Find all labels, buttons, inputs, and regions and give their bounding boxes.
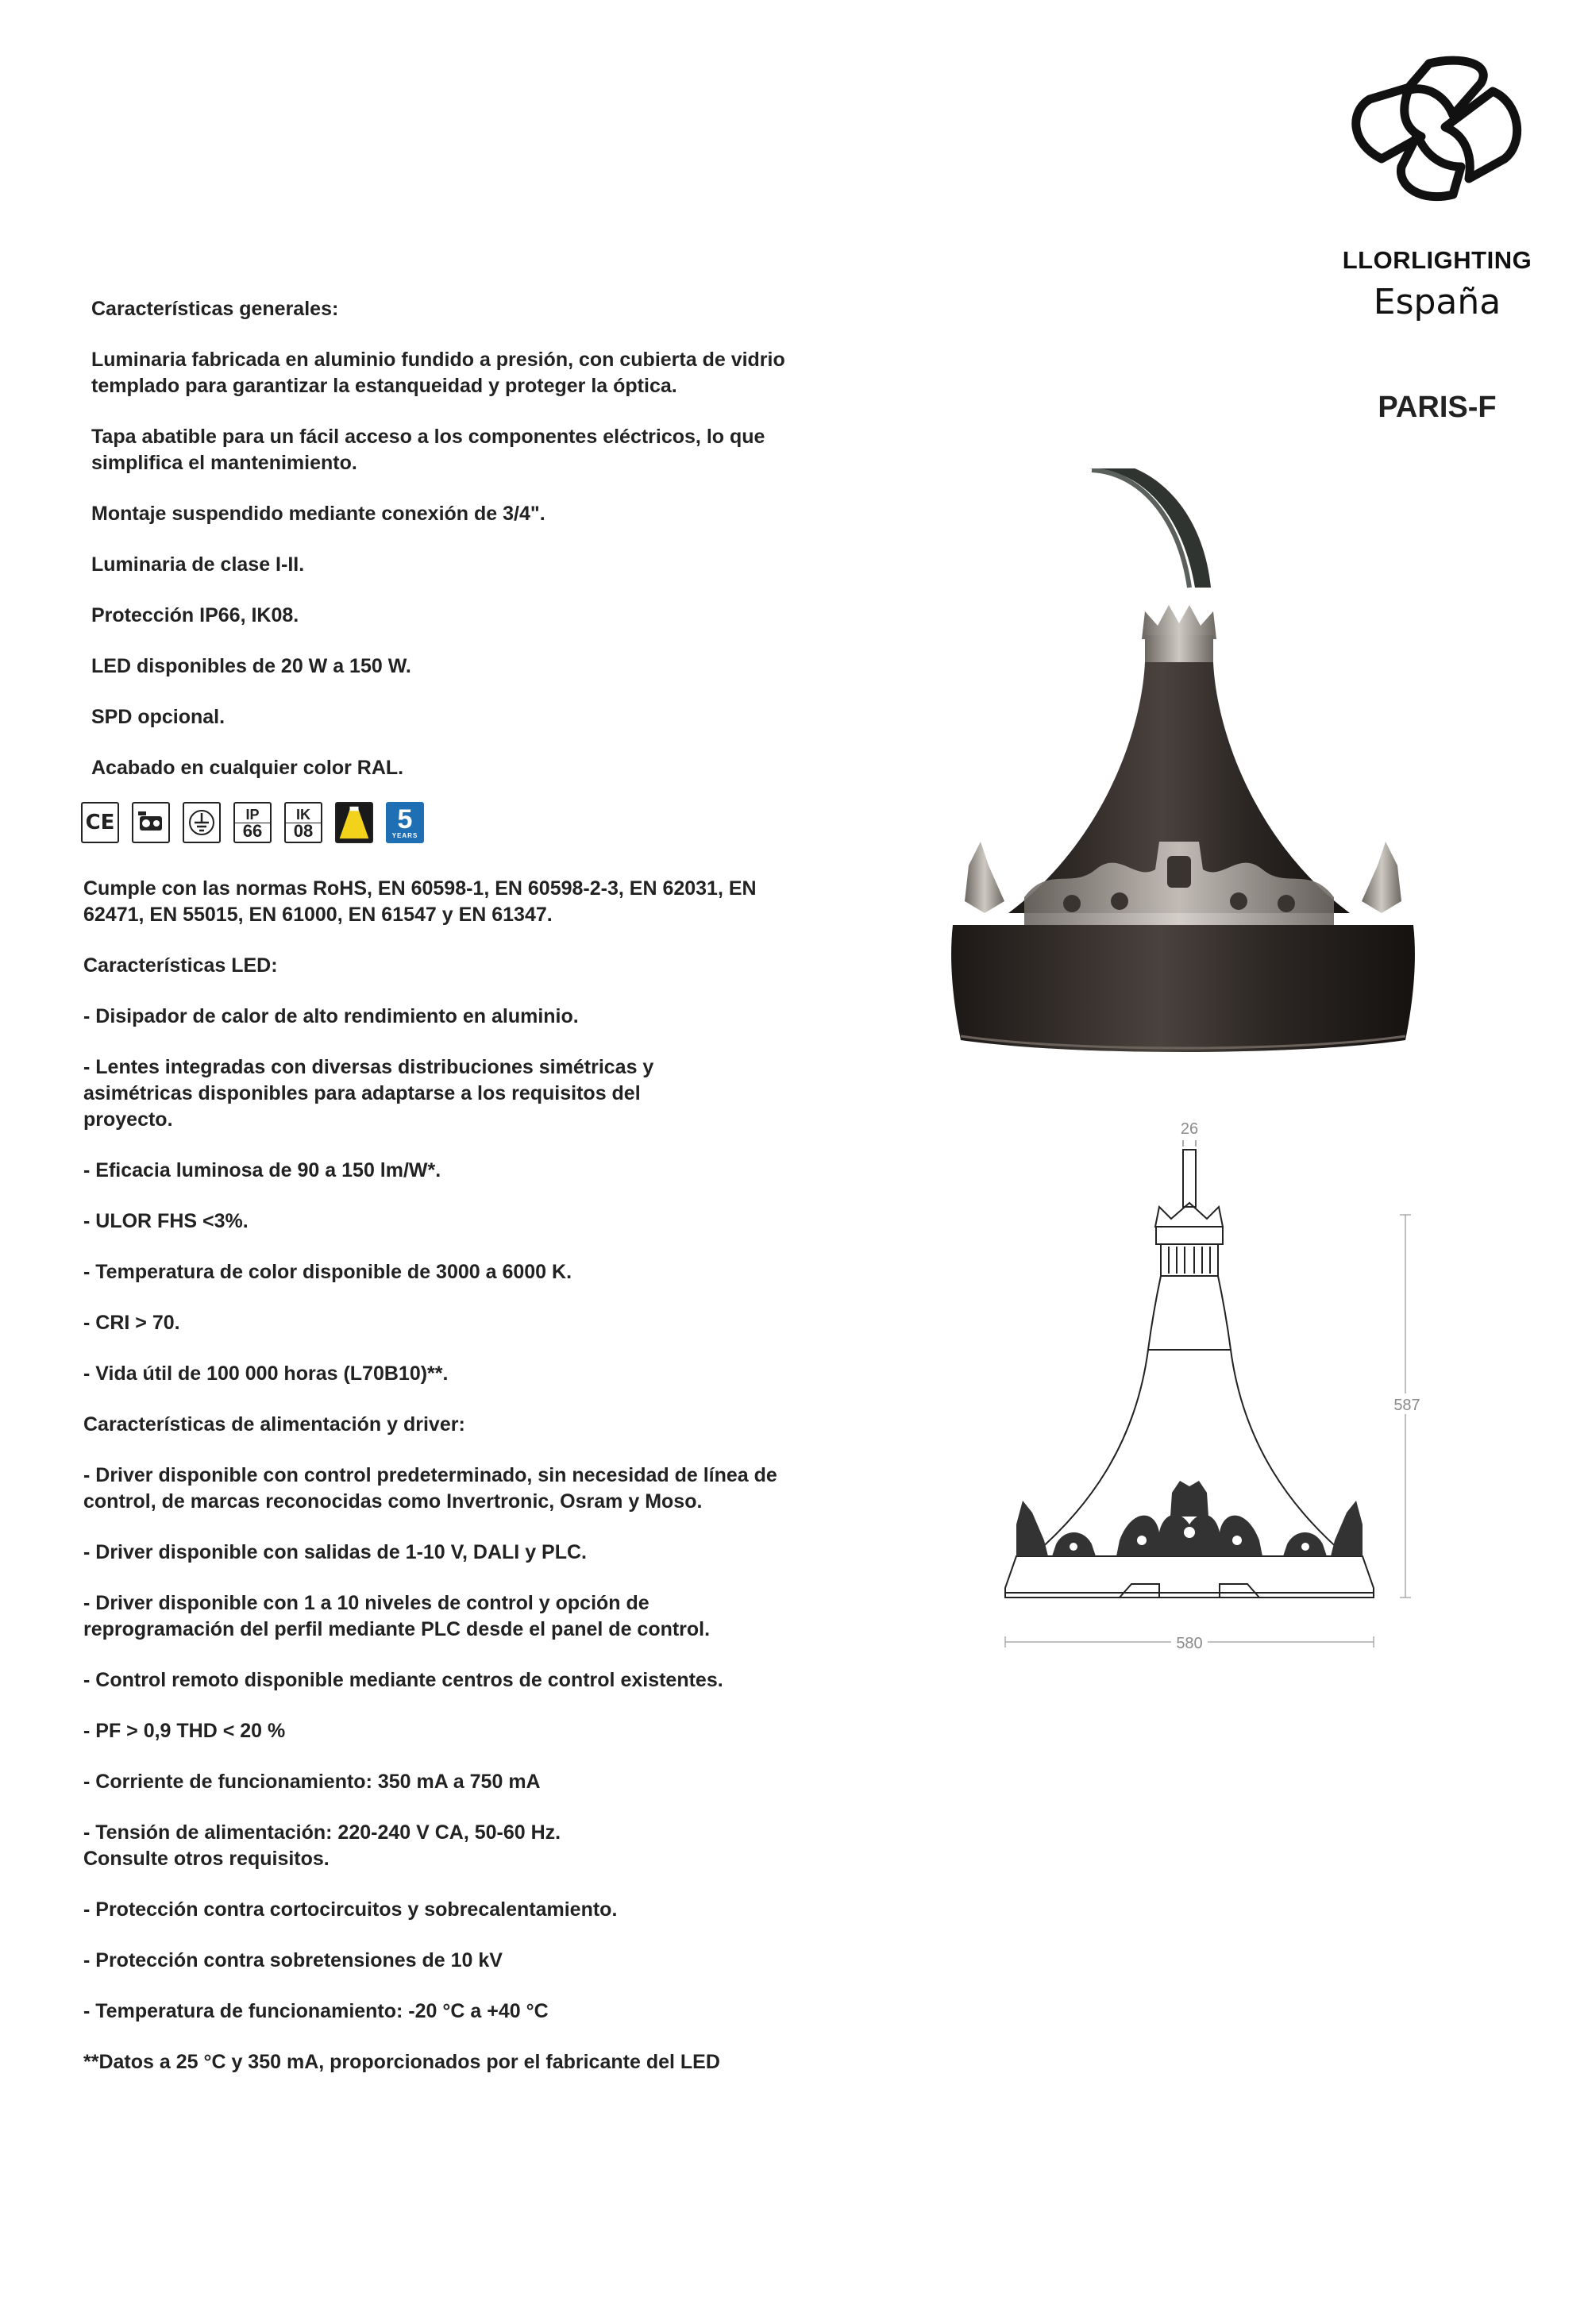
driver-item: - Temperatura de funcionamiento: -20 °C a +40 °C <box>83 2000 549 2022</box>
driver-item: - Corriente de funcionamiento: 350 mA a 750 mA <box>83 1771 541 1793</box>
dimension-width: 580 <box>1176 1635 1203 1652</box>
led-item: - ULOR FHS <3%. <box>83 1210 249 1232</box>
led-item: - Eficacia luminosa de 90 a 150 lm/W*. <box>83 1159 441 1181</box>
product-photo <box>937 468 1429 1072</box>
general-item: Tapa abatible para un fácil acceso a los componentes eléctricos, lo que simplifica el mantenimiento. <box>91 426 765 474</box>
general-item: SPD opcional. <box>91 706 225 728</box>
warranty-years: 5 <box>397 804 413 834</box>
driver-item: - Protección contra sobretensiones de 10 kV <box>83 1949 503 1971</box>
general-item: Luminaria de clase I-II. <box>91 553 305 576</box>
driver-item: - Tensión de alimentación: 220-240 V CA, 50-60 Hz. <box>83 1821 561 1844</box>
driver-item: - Driver disponible con control predeterminado, sin necesidad de línea de control, de marcas reconocidas como Invertronic, Osram y Moso. <box>83 1464 777 1513</box>
general-item: Acabado en cualquier color RAL. <box>91 757 404 779</box>
led-item: - Temperatura de color disponible de 3000 a 6000 K. <box>83 1261 572 1283</box>
ground-symbol-icon <box>183 802 221 843</box>
driver-item: - Driver disponible con salidas de 1-10 V, DALI y PLC. <box>83 1541 587 1563</box>
driver-item: Consulte otros requisitos. <box>83 1848 330 1870</box>
enec-mark-icon <box>132 802 170 843</box>
driver-item: - Driver disponible con 1 a 10 niveles de control y opción de reprogramación del perfil mediante PLC desde el panel de control. <box>83 1592 711 1640</box>
ip-label: IP <box>245 806 260 823</box>
footnote: **Datos a 25 °C y 350 mA, proporcionados por el fabricante del LED <box>83 2051 720 2073</box>
ik-label: IK <box>296 806 310 823</box>
general-heading: Características generales: <box>91 298 339 320</box>
warranty-5-years-icon <box>386 802 424 843</box>
ip-value: 66 <box>235 823 270 839</box>
ce-mark-icon: CE <box>81 802 119 843</box>
model-title: PARIS-F <box>1378 391 1497 424</box>
pinwheel-logo-icon <box>1334 48 1540 206</box>
driver-item: - Control remoto disponible mediante centros de control existentes. <box>83 1669 723 1691</box>
brand-name: LLORLIGHTING <box>1342 246 1532 274</box>
light-beam-icon <box>335 802 373 843</box>
driver-heading: Características de alimentación y driver: <box>83 1413 465 1436</box>
general-item: Luminaria fabricada en aluminio fundido a presión, con cubierta de vidrio templado para garantizar la estanqueidad y proteger la óptica. <box>91 349 785 397</box>
general-item: Montaje suspendido mediante conexión de 3/4". <box>91 503 545 525</box>
brand-country: España <box>1373 282 1501 322</box>
technical-drawing <box>1000 1112 1445 1667</box>
dimension-height: 587 <box>1393 1397 1420 1414</box>
led-item: - Disipador de calor de alto rendimiento en aluminio. <box>83 1005 579 1027</box>
norms-text: Cumple con las normas RoHS, EN 60598-1, EN 60598-2-3, EN 62031, EN 62471, EN 55015, EN 61000, EN 61547 y EN 61347. <box>83 877 757 926</box>
ik-value: 08 <box>286 823 321 839</box>
warranty-sub: YEARS <box>391 832 418 839</box>
general-characteristics <box>91 296 838 806</box>
general-item: Protección IP66, IK08. <box>91 604 299 626</box>
led-item: - CRI > 70. <box>83 1312 180 1334</box>
dimension-top: 26 <box>1180 1120 1199 1138</box>
certification-icons <box>81 802 424 843</box>
driver-item: - PF > 0,9 THD < 20 % <box>83 1720 286 1742</box>
ip-rating-icon <box>233 802 272 843</box>
led-item: - Lentes integradas con diversas distribuciones simétricas y asimétricas disponibles para adaptarse a los requisitos del proyecto. <box>83 1056 654 1131</box>
led-heading: Características LED: <box>83 954 278 977</box>
brand-logo <box>1310 48 1564 333</box>
general-item: LED disponibles de 20 W a 150 W. <box>91 655 411 677</box>
ik-rating-icon <box>284 802 322 843</box>
driver-item: - Protección contra cortocircuitos y sobrecalentamiento. <box>83 1898 618 1921</box>
led-item: - Vida útil de 100 000 horas (L70B10)**. <box>83 1362 449 1385</box>
specifications <box>83 876 846 2100</box>
